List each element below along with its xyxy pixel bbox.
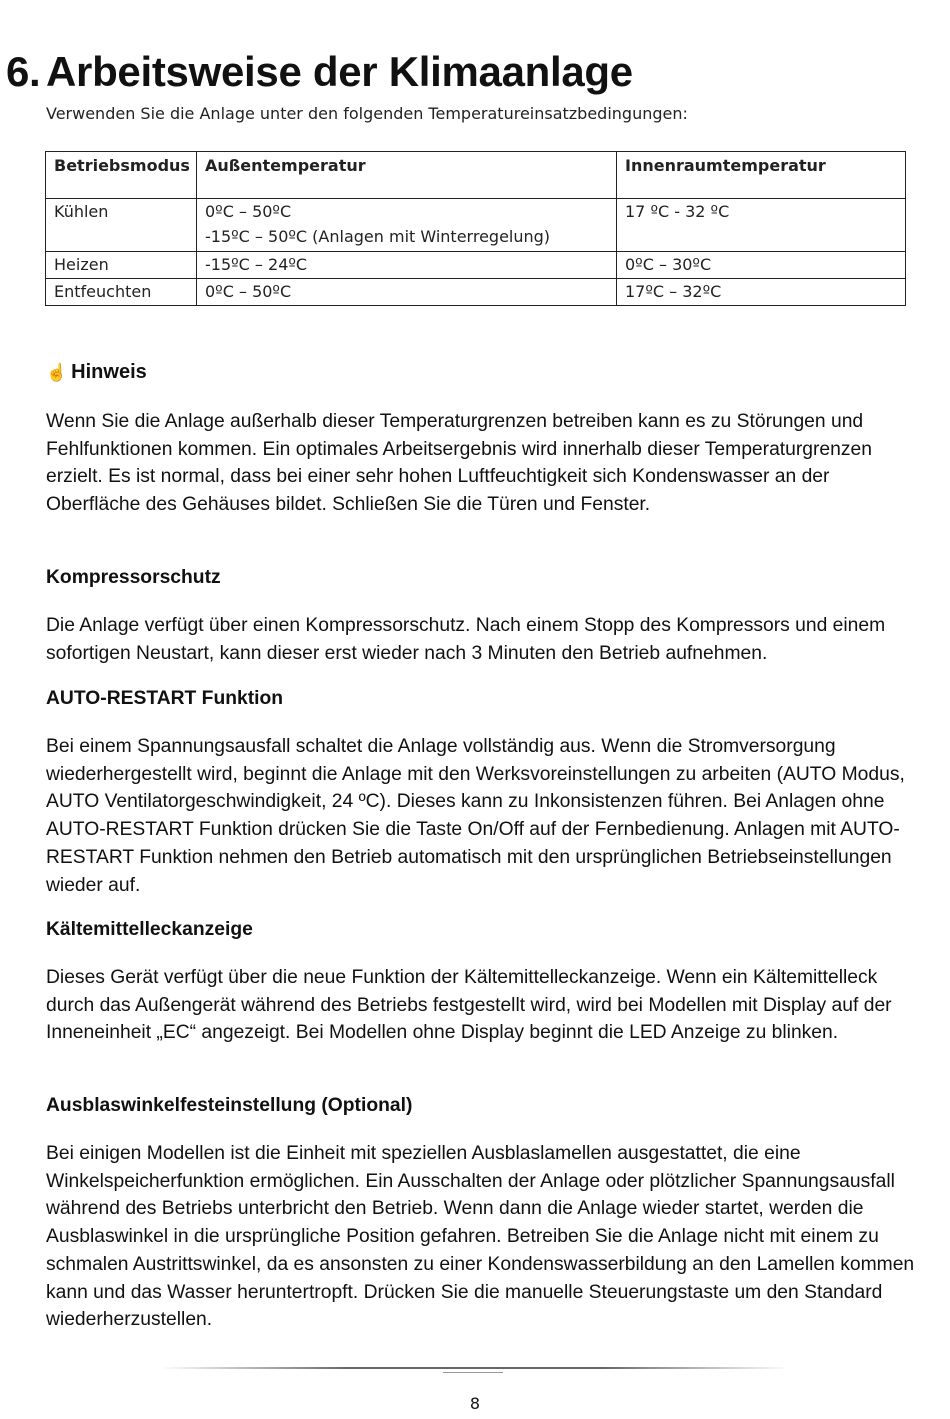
table-cell-outdoor: -15ºC – 24ºC (197, 252, 617, 279)
heading-kaeltemittelleckanzeige: Kältemittelleckanzeige (46, 919, 253, 940)
table-cell-mode: Kühlen (46, 199, 197, 252)
table-header-indoor: Innenraumtemperatur (617, 152, 906, 199)
footer-divider (160, 1367, 790, 1369)
intro-text: Verwenden Sie die Anlage unter den folgenden Temperatureinsatzbedingungen: (46, 104, 688, 123)
table-cell-indoor: 0ºC – 30ºC (617, 252, 906, 279)
heading-ausblaswinkel: Ausblaswinkelfesteinstellung (Optional) (46, 1095, 413, 1116)
section-title-text: Arbeitsweise der Klimaanlage (46, 48, 633, 95)
table-cell-mode: Entfeuchten (46, 279, 197, 306)
footer-divider-accent (443, 1372, 503, 1373)
table-cell-indoor: 17ºC – 32ºC (617, 279, 906, 306)
heading-kompressorschutz: Kompressorschutz (46, 567, 221, 588)
pointing-hand-icon: ☝ (46, 363, 68, 382)
table-header-mode: Betriebsmodus (46, 152, 197, 199)
table-cell-outdoor (197, 199, 617, 252)
table-cell-mode: Heizen (46, 252, 197, 279)
temperature-table (45, 151, 906, 306)
note-text: Wenn Sie die Anlage außerhalb dieser Temperaturgrenzen betreiben kann es zu Störungen und Fehlfunktionen kommen. Ein optimales Arbeitsergebnis wird innerhalb dieser Temperaturgrenzen erzielt. Es ist normal, dass bei einer sehr hohen Luftfeuchtigkeit sich Kondenswasser an der Oberfläche des Gehäuses bildet. Schließen Sie die Türen und Fenster. (46, 411, 872, 516)
paragraph-kaeltemittelleckanzeige: Dieses Gerät verfügt über die neue Funktion der Kältemittelleckanzeige. Wenn ein Kältemittelleck durch das Außengerät während des Betriebs festgestellt wird, wird bei Modellen mit Display auf der Inneneinheit „EC“ angezeigt. Bei Modellen ohne Display beginnt die LED Anzeige zu blinken. (46, 967, 892, 1044)
table-row (46, 252, 906, 279)
table-cell-outdoor: 0ºC – 50ºC (197, 279, 617, 306)
table-header-outdoor: Außentemperatur (197, 152, 617, 199)
note-label: Hinweis (71, 361, 147, 383)
paragraph-ausblaswinkel: Bei einigen Modellen ist die Einheit mit speziellen Ausblaslamellen ausgestattet, die eine Winkelspeicherfunktion ermöglichen. Ein Ausschalten der Anlage oder plötzlicher Spannungsausfall während des Betriebs unterbricht den Betrieb. Wenn dann die Anlage wieder startet, werden die Ausblaswinkel in die ursprüngliche Position gefahren. Betreiben Sie die Anlage nicht mit einem zu schmalen Austrittswinkel, da es ansonsten zu einer Kondenswasserbildung an den Lamellen kommen kann und das Wasser heruntertropft. Drücken Sie die manuelle Steuerungstaste um den Standard wiederherzustellen. (46, 1143, 915, 1331)
table-header-row (46, 152, 906, 199)
table-cell-outdoor-line: 0ºC – 50ºC (205, 202, 292, 221)
note-heading (46, 361, 147, 384)
heading-auto-restart: AUTO-RESTART Funktion (46, 688, 284, 709)
table-row (46, 279, 906, 306)
table-cell-indoor: 17 ºC - 32 ºC (617, 199, 906, 252)
paragraph-auto-restart: Bei einem Spannungsausfall schaltet die Anlage vollständig aus. Wenn die Stromversorgung wiederhergestellt wird, beginnt die Anlage mit den Werksvoreinstellungen zu arbeiten (AUTO Modus, AUTO Ventilatorgeschwindigkeit, 24 ºC). Dieses kann zu Inkonsistenzen führen. Bei Anlagen ohne AUTO-RESTART Funktion drücken Sie die Taste On/Off auf der Fernbedienung. Anlagen mit AUTO-RESTART Funktion nehmen den Betrieb automatisch mit den ursprünglichen Betriebseinstellungen wieder auf. (46, 736, 905, 896)
table-cell-outdoor-extra: -15ºC – 50ºC (Anlagen mit Winterregelung) (205, 227, 551, 246)
page-number: 8 (469, 1394, 481, 1413)
table-row (46, 199, 906, 252)
section-number: 6. (6, 48, 41, 95)
section-title (6, 44, 633, 100)
paragraph-kompressorschutz: Die Anlage verfügt über einen Kompressorschutz. Nach einem Stopp des Kompressors und einem sofortigen Neustart, kann dieser erst wieder nach 3 Minuten den Betrieb aufnehmen. (46, 615, 886, 664)
